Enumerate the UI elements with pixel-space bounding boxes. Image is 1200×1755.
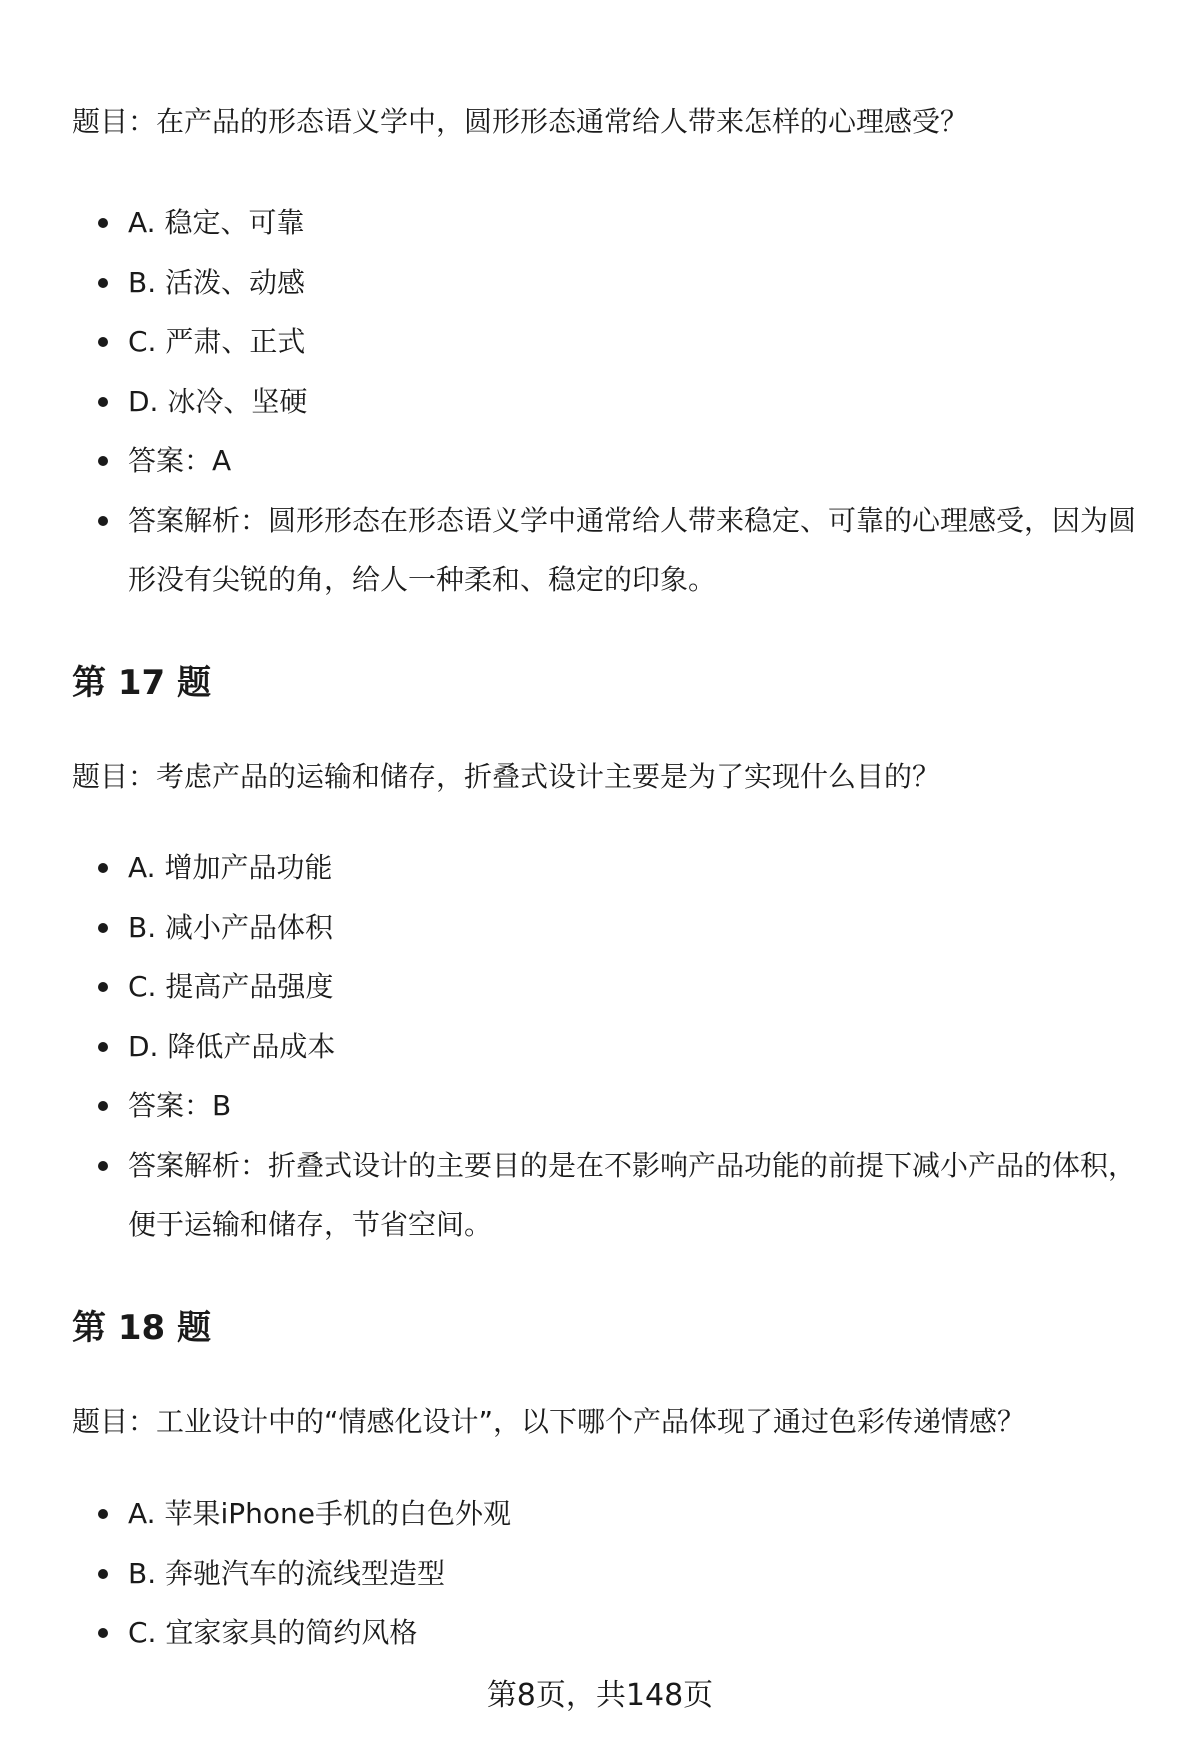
bullet-icon — [98, 456, 108, 466]
question-17-options — [72, 838, 1152, 1255]
option-b: B. 活泼、动感 — [72, 253, 1152, 313]
question-18-heading: 第 18 题 — [72, 1308, 211, 1348]
option-c: C. 严肃、正式 — [72, 312, 1152, 372]
answer-analysis: 答案解析：圆形形态在形态语义学中通常给人带来稳定、可靠的心理感受，因为圆形没有尖锐的角，给人一种柔和、稳定的印象。 — [72, 491, 1152, 610]
answer-analysis: 答案解析：折叠式设计的主要目的是在不影响产品功能的前提下减小产品的体积，便于运输和储存，节省空间。 — [72, 1136, 1152, 1255]
bullet-icon — [98, 1101, 108, 1111]
option-d: D. 降低产品成本 — [72, 1017, 1152, 1077]
question-16-text: 题目：在产品的形态语义学中，圆形形态通常给人带来怎样的心理感受？ — [72, 105, 969, 138]
option-a: A. 增加产品功能 — [72, 838, 1152, 898]
bullet-icon — [98, 278, 108, 288]
bullet-icon — [98, 1509, 108, 1519]
question-16-options — [72, 193, 1152, 610]
question-17-heading: 第 17 题 — [72, 663, 211, 703]
page-footer: 第8页，共148页 — [486, 1678, 714, 1713]
bullet-icon — [98, 218, 108, 228]
bullet-icon — [98, 923, 108, 933]
option-a: A. 苹果iPhone手机的白色外观 — [72, 1484, 1152, 1544]
option-c: C. 提高产品强度 — [72, 957, 1152, 1017]
bullet-icon — [98, 982, 108, 992]
option-b: B. 减小产品体积 — [72, 898, 1152, 958]
bullet-icon — [98, 1161, 108, 1171]
option-c: C. 宜家家具的简约风格 — [72, 1603, 1152, 1663]
bullet-icon — [98, 1042, 108, 1052]
answer: 答案：B — [72, 1076, 1152, 1136]
option-b: B. 奔驰汽车的流线型造型 — [72, 1544, 1152, 1604]
option-d: D. 冰冷、坚硬 — [72, 372, 1152, 432]
question-18-text: 题目：工业设计中的“情感化设计”，以下哪个产品体现了通过色彩传递情感？ — [72, 1405, 1026, 1438]
bullet-icon — [98, 1628, 108, 1638]
bullet-icon — [98, 397, 108, 407]
question-18-options — [72, 1484, 1152, 1663]
bullet-icon — [98, 863, 108, 873]
bullet-icon — [98, 1569, 108, 1579]
answer: 答案：A — [72, 431, 1152, 491]
bullet-icon — [98, 337, 108, 347]
option-a: A. 稳定、可靠 — [72, 193, 1152, 253]
bullet-icon — [98, 516, 108, 526]
question-17-text: 题目：考虑产品的运输和储存，折叠式设计主要是为了实现什么目的？ — [72, 760, 941, 793]
